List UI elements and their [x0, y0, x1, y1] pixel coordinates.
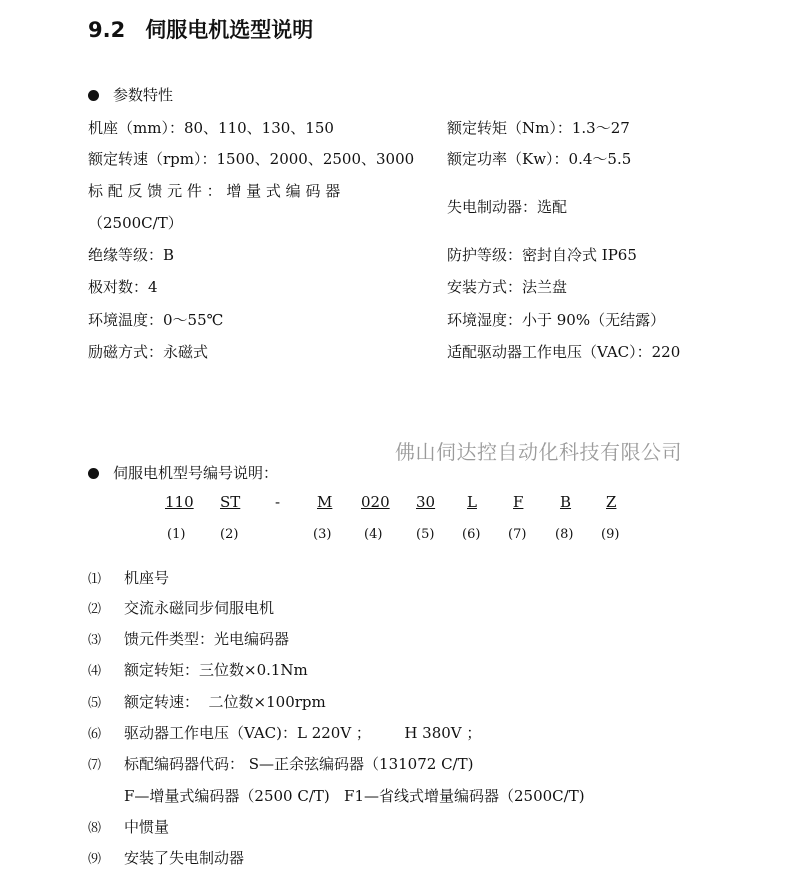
note-index: ⑸ [88, 696, 102, 711]
spec-speed: 额定转速（rpm）：1500、2000、2500、3000 [88, 150, 415, 168]
note-item [88, 628, 289, 649]
spec-encoder-line2: （2500C/T） [88, 214, 183, 232]
note-text: 馈元件类型：光电编码器 [124, 630, 290, 648]
section-heading-params [88, 84, 173, 105]
note-item [88, 753, 473, 774]
code-index: (2) [220, 527, 239, 542]
spec-poles: 极对数：4 [88, 278, 158, 296]
code-part: Z [606, 493, 617, 511]
page-title [88, 14, 313, 44]
note-text: 中惯量 [124, 818, 170, 836]
spec-insulation: 绝缘等级：B [88, 246, 175, 264]
note-text: 额定转矩：三位数×0.1Nm [124, 661, 308, 679]
note-text: 交流永磁同步伺服电机 [124, 599, 275, 617]
code-index: (4) [364, 527, 383, 542]
code-part-voltage [467, 493, 477, 511]
bullet-icon [88, 468, 99, 479]
code-part: F [513, 493, 524, 511]
code-part: ST [220, 493, 241, 511]
section-label: 伺服电机型号编号说明： [113, 464, 279, 482]
spec-brake: 失电制动器：选配 [447, 198, 568, 216]
note-index: ⑹ [88, 727, 102, 742]
note-text: 驱动器工作电压（VAC)：L 220V ； H 380V ； [124, 724, 482, 742]
code-part: B [560, 493, 572, 511]
note-text: 机座号 [124, 569, 170, 587]
note-item [88, 659, 308, 680]
code-part-inertia [560, 493, 571, 511]
note-text: 额定转速： 二位数×100rpm [124, 693, 326, 711]
code-index: (3) [313, 527, 332, 542]
note-index: ⑻ [88, 821, 102, 836]
note-index: ⑴ [88, 572, 102, 587]
code-index: (1) [167, 527, 186, 542]
code-part: M [317, 493, 333, 511]
spec-power: 额定功率（Kw）：0.4～5.5 [447, 150, 632, 168]
spec-humidity: 环境湿度：小于 90%（无结露） [447, 311, 666, 329]
code-index: (8) [555, 527, 574, 542]
code-part-feedback [317, 493, 332, 511]
code-part-torque [361, 493, 390, 511]
code-part: - [275, 493, 281, 511]
code-index: (6) [462, 527, 481, 542]
note-index: ⑺ [88, 758, 102, 773]
spec-protection: 防护等级：密封自冷式 IP65 [447, 246, 637, 264]
code-part-encoder [513, 493, 523, 511]
spec-torque: 额定转矩（Nm）：1.3～27 [447, 119, 630, 137]
note-item [88, 847, 244, 868]
spec-voltage: 适配驱动器工作电压（VAC）：220 [447, 343, 681, 361]
code-part-frame [165, 493, 194, 511]
note-text: 标配编码器代码： S—正余弦编码器（131072 C/T) [124, 755, 474, 773]
title-text: 伺服电机选型说明 [145, 18, 314, 42]
spec-frame: 机座（mm）：80、110、130、150 [88, 119, 334, 137]
code-part: 110 [165, 493, 194, 511]
note-item [88, 785, 585, 806]
company-watermark: 佛山伺达控自动化科技有限公司 [395, 440, 682, 464]
note-item [88, 691, 326, 712]
code-part: L [467, 493, 477, 511]
note-index: ⑷ [88, 664, 102, 679]
code-part-speed [416, 493, 435, 511]
code-part: 020 [361, 493, 390, 511]
bullet-icon [88, 90, 99, 101]
note-index: ⑶ [88, 633, 102, 648]
note-index: ⑵ [88, 602, 102, 617]
code-part-type [220, 493, 240, 511]
code-index: (9) [601, 527, 620, 542]
section-number: 9.2 [88, 18, 126, 42]
section-label: 参数特性 [113, 86, 174, 104]
spec-encoder-line1: 标 配 反 馈 元 件 ： 增 量 式 编 码 器 [88, 182, 341, 200]
spec-mounting: 安装方式：法兰盘 [447, 278, 568, 296]
note-item [88, 816, 169, 837]
code-part-dash [275, 493, 280, 511]
spec-temp: 环境温度：0～55℃ [88, 311, 224, 329]
note-index: ⑼ [88, 852, 102, 867]
note-text: F—增量式编码器（2500 C/T) F1—省线式增量编码器（2500C/T) [124, 787, 585, 805]
note-item [88, 722, 481, 743]
code-part-brake [606, 493, 616, 511]
section-heading-model [88, 462, 278, 483]
spec-excitation: 励磁方式：永磁式 [88, 343, 209, 361]
code-index: (5) [416, 527, 435, 542]
note-item [88, 597, 274, 618]
note-item [88, 567, 169, 588]
code-index: (7) [508, 527, 527, 542]
code-part: 30 [416, 493, 436, 511]
note-text: 安装了失电制动器 [124, 849, 245, 867]
